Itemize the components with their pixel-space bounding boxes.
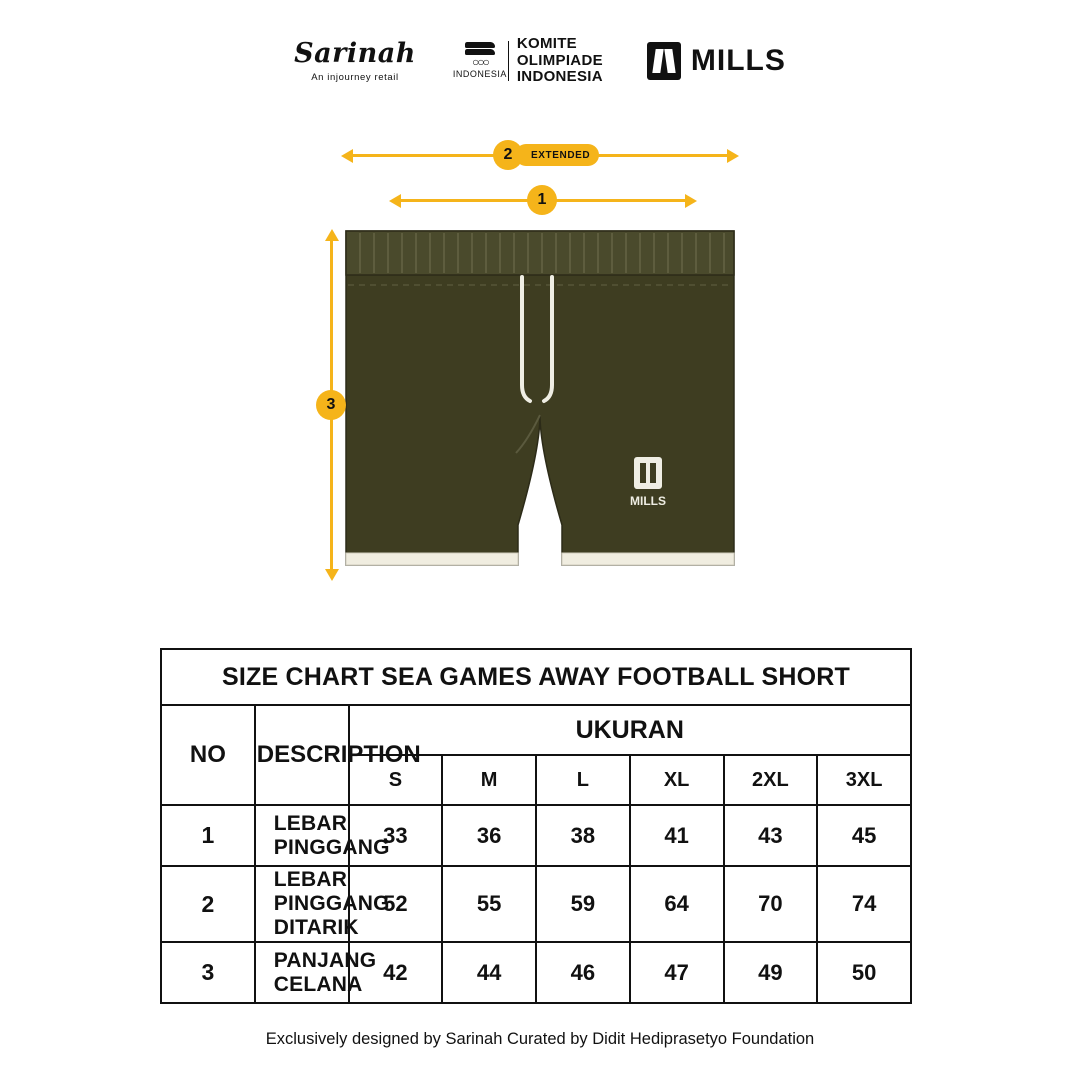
- table-row: [161, 805, 911, 866]
- column-header-2xl: 2XL: [724, 755, 818, 805]
- olympic-rings-icon: ○○○: [471, 55, 488, 70]
- row-1-value-2xl: 43: [724, 805, 818, 866]
- column-header-description: DESCRIPTION: [255, 705, 349, 805]
- komite-olimpiade-indonesia-logo: [452, 34, 603, 86]
- sarinah-tagline: An injourney retail: [311, 71, 399, 83]
- row-3-value-xl: 47: [630, 942, 724, 1003]
- row-1-value-m: 36: [442, 805, 536, 866]
- mills-wordmark: MILLS: [690, 44, 786, 77]
- row-1-value-s: 33: [349, 805, 443, 866]
- table-row: [161, 866, 911, 942]
- row-2-no: 2: [161, 866, 255, 942]
- row-2-value-m: 55: [442, 866, 536, 942]
- koi-mark-label: INDONESIA: [452, 69, 507, 80]
- row-1-value-3xl: 45: [817, 805, 911, 866]
- mills-logo: [647, 42, 786, 80]
- column-header-xl: XL: [630, 755, 724, 805]
- sarinah-wordmark: Sarinah: [294, 37, 416, 69]
- table-title-row: [161, 649, 911, 705]
- table-header-row-1: [161, 705, 911, 755]
- row-3-value-3xl: 50: [817, 942, 911, 1003]
- football-short-illustration: [340, 225, 740, 585]
- column-header-s: S: [349, 755, 443, 805]
- table-row: [161, 942, 911, 1003]
- svg-text:MILLS: MILLS: [630, 494, 666, 508]
- indonesia-flag-icon: [465, 42, 495, 55]
- row-2-value-s: 52: [349, 866, 443, 942]
- row-2-value-2xl: 70: [724, 866, 818, 942]
- column-header-3xl: 3XL: [817, 755, 911, 805]
- koi-line-3: INDONESIA: [516, 68, 603, 86]
- koi-line-1: KOMITE: [516, 34, 577, 52]
- row-2-value-xl: 64: [630, 866, 724, 942]
- measure-2-extended-label: EXTENDED: [515, 144, 599, 166]
- row-1-value-xl: 41: [630, 805, 724, 866]
- koi-line-2: OLIMPIADE: [516, 51, 603, 69]
- row-3-value-l: 46: [536, 942, 630, 1003]
- measure-3-badge: 3: [316, 390, 346, 420]
- row-3-value-m: 44: [442, 942, 536, 1003]
- column-header-m: M: [442, 755, 536, 805]
- koi-wordmark: [517, 36, 603, 86]
- sarinah-logo: [294, 37, 416, 83]
- mills-emblem-icon: [647, 42, 681, 80]
- row-1-no: 1: [161, 805, 255, 866]
- row-3-no: 3: [161, 942, 255, 1003]
- garment-mills-logo-icon: [630, 457, 666, 508]
- column-group-header-ukuran: UKURAN: [349, 705, 912, 755]
- row-3-value-s: 42: [349, 942, 443, 1003]
- measure-1-badge: 1: [527, 185, 557, 215]
- row-2-value-3xl: 74: [817, 866, 911, 942]
- row-3-value-2xl: 49: [724, 942, 818, 1003]
- logo-bar: [0, 26, 1080, 96]
- row-1-value-l: 38: [536, 805, 630, 866]
- row-3-description: PANJANG CELANA: [255, 942, 349, 1003]
- row-2-value-l: 59: [536, 866, 630, 942]
- measure-2-badge: 2: [493, 140, 523, 170]
- column-header-l: L: [536, 755, 630, 805]
- row-2-description: LEBAR PINGGANG DITARIK: [255, 866, 349, 942]
- footer-note: Exclusively designed by Sarinah Curated by Didit Hediprasetyo Foundation: [265, 1030, 815, 1048]
- koi-emblem-icon: [452, 42, 507, 80]
- garment-measurement-diagram: [0, 120, 1080, 630]
- logo-divider: [508, 41, 509, 81]
- row-1-description: LEBAR PINGGANG: [255, 805, 349, 866]
- table-title: SIZE CHART SEA GAMES AWAY FOOTBALL SHORT: [161, 649, 911, 705]
- size-chart-table: [160, 648, 912, 1004]
- column-header-no: NO: [161, 705, 255, 805]
